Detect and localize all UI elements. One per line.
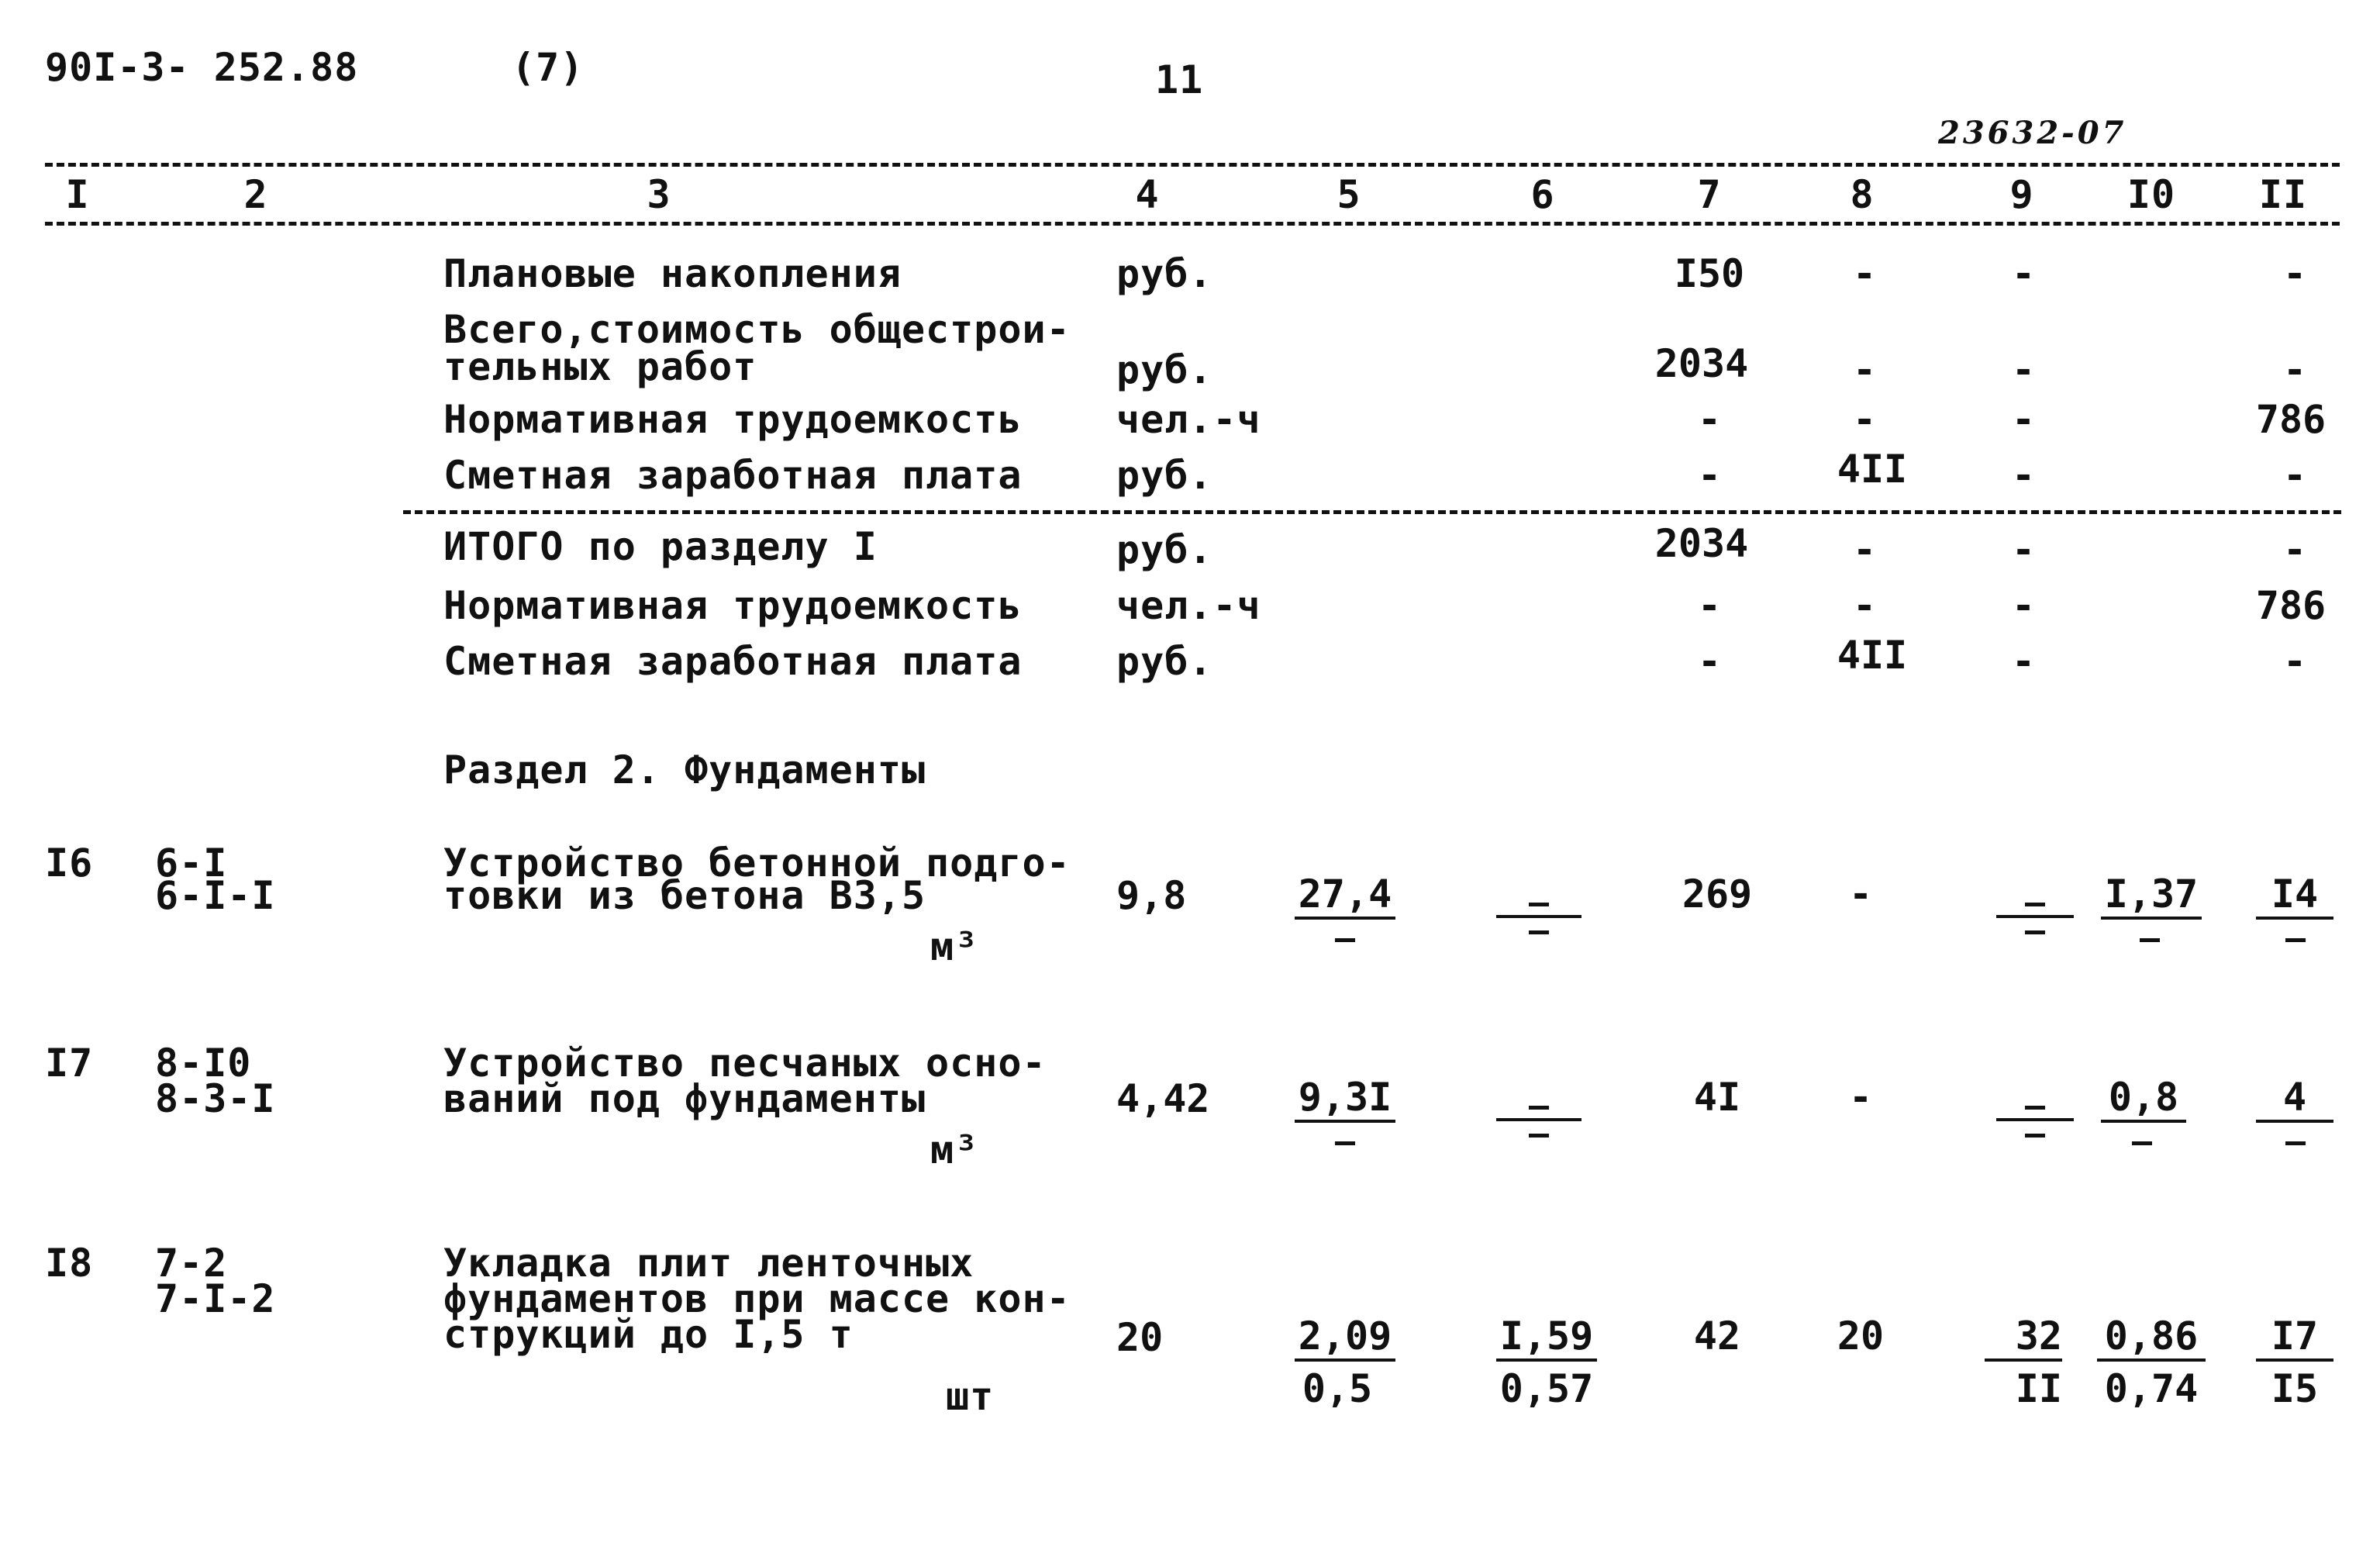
col9-dash xyxy=(2025,1134,2045,1138)
col5-value: 27,4 xyxy=(1295,875,1395,920)
col11-value: - xyxy=(2282,453,2307,498)
col10-dash xyxy=(2140,938,2160,942)
col11-value: 4 xyxy=(2256,1078,2333,1123)
column-header-1: I xyxy=(65,172,90,217)
col8-value: - xyxy=(1852,583,1877,628)
col7-value: 2034 xyxy=(1654,521,1749,566)
col9-rule xyxy=(1996,915,2074,918)
col7-value: - xyxy=(1697,453,1722,498)
col9-value: - xyxy=(2011,639,2036,684)
col6-dash xyxy=(1529,1134,1549,1138)
item-code: 6-I xyxy=(155,841,228,886)
col7-value: - xyxy=(1697,639,1722,684)
col11-value: - xyxy=(2282,251,2307,296)
col8-value: 4II xyxy=(1837,447,1908,492)
col11-value: I4 xyxy=(2256,875,2333,920)
col9-top-value: 32 xyxy=(1985,1317,2062,1362)
col7-value: 2034 xyxy=(1654,341,1749,386)
item-code: 7-2 xyxy=(155,1241,228,1286)
row-unit: чел.-ч xyxy=(1116,583,1261,628)
section-title: Раздел 2. Фундаменты xyxy=(443,747,926,792)
item-number: I7 xyxy=(45,1041,94,1086)
col9-value: - xyxy=(2011,583,2036,628)
item-name-line1: Укладка плит ленточных xyxy=(443,1241,974,1286)
row-name: Сметная заработная плата xyxy=(443,453,1023,498)
item-number: I6 xyxy=(45,841,94,886)
col8-value: - xyxy=(1852,397,1877,442)
col10-value: I,37 xyxy=(2101,875,2202,920)
column-header-5: 5 xyxy=(1337,172,1361,217)
column-header-8: 8 xyxy=(1850,172,1875,217)
item-subcode: 6-I-I xyxy=(155,873,276,918)
item-name-line2: фундаментов при массе кон- xyxy=(443,1276,1071,1321)
item-name-line1: Устройство бетонной подго- xyxy=(443,841,1071,886)
col9-value: - xyxy=(2011,251,2036,296)
col5-bottom-value: 0,5 xyxy=(1302,1366,1373,1411)
item-unit: шт xyxy=(946,1374,995,1419)
column-header-2: 2 xyxy=(243,172,268,217)
col8-value: 20 xyxy=(1837,1314,1885,1358)
handwritten-number: 23632-07 xyxy=(1938,115,2127,151)
col7-value: - xyxy=(1697,397,1722,442)
item-quantity: 9,8 xyxy=(1116,873,1187,918)
col7-value: 269 xyxy=(1682,872,1753,917)
row-unit: руб. xyxy=(1116,453,1213,498)
col6-rule xyxy=(1496,1118,1581,1121)
col11-dash xyxy=(2285,1141,2306,1145)
col9-dash xyxy=(2025,1106,2045,1110)
item-quantity: 20 xyxy=(1116,1315,1164,1360)
col6-top-value: I,59 xyxy=(1496,1317,1597,1362)
row-name: Нормативная трудоемкость xyxy=(443,397,1023,442)
col7-value: I50 xyxy=(1674,251,1745,296)
col9-value: - xyxy=(2011,347,2036,392)
col7-value: 4I xyxy=(1693,1075,1741,1120)
row-name: ИТОГО по разделу I xyxy=(443,524,878,569)
col11-dash xyxy=(2285,938,2306,942)
page-number: 11 xyxy=(1155,57,1204,102)
col9-dash xyxy=(2025,930,2045,934)
col8-value: 4II xyxy=(1837,633,1908,678)
header-bottom-rule xyxy=(45,222,2340,226)
header-top-rule xyxy=(45,163,2340,167)
col8-value: - xyxy=(1852,527,1877,572)
col9-rule xyxy=(1996,1118,2074,1121)
row-name: Сметная заработная плата xyxy=(443,639,1023,684)
col6-dash xyxy=(1529,930,1549,934)
item-code: 8-I0 xyxy=(155,1041,252,1086)
item-subcode: 7-I-2 xyxy=(155,1276,276,1321)
col7-value: - xyxy=(1697,583,1722,628)
column-header-7: 7 xyxy=(1697,172,1722,217)
row-name-line2: тельных работ xyxy=(443,344,757,389)
col11-value: 786 xyxy=(2255,583,2327,628)
col11-value: - xyxy=(2282,639,2307,684)
item-name-line1: Устройство песчаных осно- xyxy=(443,1041,1047,1086)
row-unit: руб. xyxy=(1116,251,1213,296)
item-number: I8 xyxy=(45,1241,94,1286)
item-name-line2: ваний под фундаменты xyxy=(443,1076,926,1121)
col10-top-value: 0,86 xyxy=(2097,1317,2206,1362)
column-header-10: I0 xyxy=(2126,172,2176,217)
col11-bottom-value: I5 xyxy=(2271,1366,2319,1411)
item-subcode: 8-3-I xyxy=(155,1076,276,1121)
col5-dash xyxy=(1335,1141,1355,1145)
col5-value: 9,3I xyxy=(1295,1078,1395,1123)
col11-top-value: I7 xyxy=(2256,1317,2333,1362)
column-header-9: 9 xyxy=(2009,172,2034,217)
column-header-11: II xyxy=(2258,172,2308,217)
col6-dash xyxy=(1529,903,1549,906)
column-header-3: 3 xyxy=(647,172,671,217)
col6-rule xyxy=(1496,915,1581,918)
column-header-4: 4 xyxy=(1135,172,1160,217)
col11-value: - xyxy=(2282,347,2307,392)
row-name: Нормативная трудоемкость xyxy=(443,583,1023,628)
item-quantity: 4,42 xyxy=(1116,1076,1210,1121)
row-name-line1: Всего,стоимость общестрои- xyxy=(443,307,1071,352)
item-name-line2: товки из бетона В3,5 xyxy=(443,873,926,918)
col8-value: - xyxy=(1848,1075,1873,1120)
row-name: Плановые накопления xyxy=(443,251,902,296)
col9-value: - xyxy=(2011,397,2036,442)
col5-dash xyxy=(1335,938,1355,942)
sheet-reference: (7) xyxy=(512,45,585,90)
col8-value: - xyxy=(1852,347,1877,392)
item-name-line3: струкций до I,5 т xyxy=(443,1312,854,1357)
item-unit: м³ xyxy=(930,1127,979,1172)
col11-value: - xyxy=(2282,527,2307,572)
col6-bottom-value: 0,57 xyxy=(1499,1366,1594,1411)
row-unit: руб. xyxy=(1116,347,1213,392)
row-unit: чел.-ч xyxy=(1116,397,1261,442)
row-unit: руб. xyxy=(1116,639,1213,684)
col10-value: 0,8 xyxy=(2101,1078,2186,1123)
col9-dash xyxy=(2025,903,2045,906)
col5-top-value: 2,09 xyxy=(1295,1317,1395,1362)
col9-bottom-value: II xyxy=(2015,1366,2062,1411)
col8-value: - xyxy=(1852,251,1877,296)
col6-dash xyxy=(1529,1106,1549,1110)
column-header-6: 6 xyxy=(1530,172,1555,217)
document-code: 90I-3- 252.88 xyxy=(45,45,359,90)
col8-value: - xyxy=(1848,872,1873,917)
col7-value: 42 xyxy=(1693,1314,1741,1358)
item-unit: м³ xyxy=(930,924,979,969)
col11-value: 786 xyxy=(2255,397,2327,442)
col9-value: - xyxy=(2011,453,2036,498)
row-unit: руб. xyxy=(1116,527,1213,572)
subtotal-rule xyxy=(403,510,2341,514)
col9-value: - xyxy=(2011,527,2036,572)
col10-dash xyxy=(2132,1141,2152,1145)
col10-bottom-value: 0,74 xyxy=(2104,1366,2199,1411)
